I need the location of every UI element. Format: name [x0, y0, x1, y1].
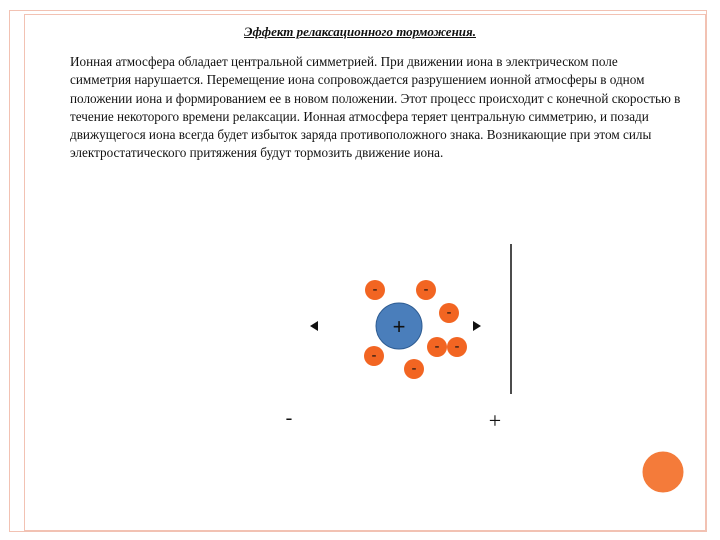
- counter-ion-sign: -: [371, 347, 377, 364]
- arrow-left-icon: [310, 321, 318, 331]
- counter-ion: [447, 337, 467, 357]
- counter-ion-sign: -: [423, 281, 429, 298]
- counter-ion-sign: -: [454, 338, 460, 355]
- counter-ion-sign: -: [434, 338, 440, 355]
- counter-ion: [404, 359, 424, 379]
- electrode-right-sign: +: [488, 408, 502, 433]
- decor-circle: [641, 450, 685, 494]
- counter-ion-sign: -: [411, 360, 417, 377]
- counter-ion: [427, 337, 447, 357]
- electrode-left-sign: -: [285, 407, 293, 429]
- counter-ion-sign: -: [446, 304, 452, 321]
- counter-ion-sign: -: [372, 281, 378, 298]
- arrow-right-icon: [473, 321, 481, 331]
- counter-ion: [365, 280, 385, 300]
- slide-title: Эффект релаксационного торможения.: [244, 24, 476, 39]
- body-paragraph: Ионная атмосфера обладает центральной симметрией. При движении иона в электрическом поле симметрия нарушается. Перемещение иона сопровождается разрушением ионной атмосферы в одном положении иона и формированием ее в новом положении. Этот процесс происходит с конечной скоростью в течение некоторого времени релаксации. Ионная атмосфера теряет центральную симметрию, и позади движущегося иона всегда будет избыток заряда противоположного знака. Возникающие при этом силы электростатического притяжения будут тормозить движение иона.: [70, 54, 681, 161]
- counter-ion: [416, 280, 436, 300]
- counter-ion: [439, 303, 459, 323]
- counter-ion: [364, 346, 384, 366]
- central-ion-sign: +: [392, 314, 406, 339]
